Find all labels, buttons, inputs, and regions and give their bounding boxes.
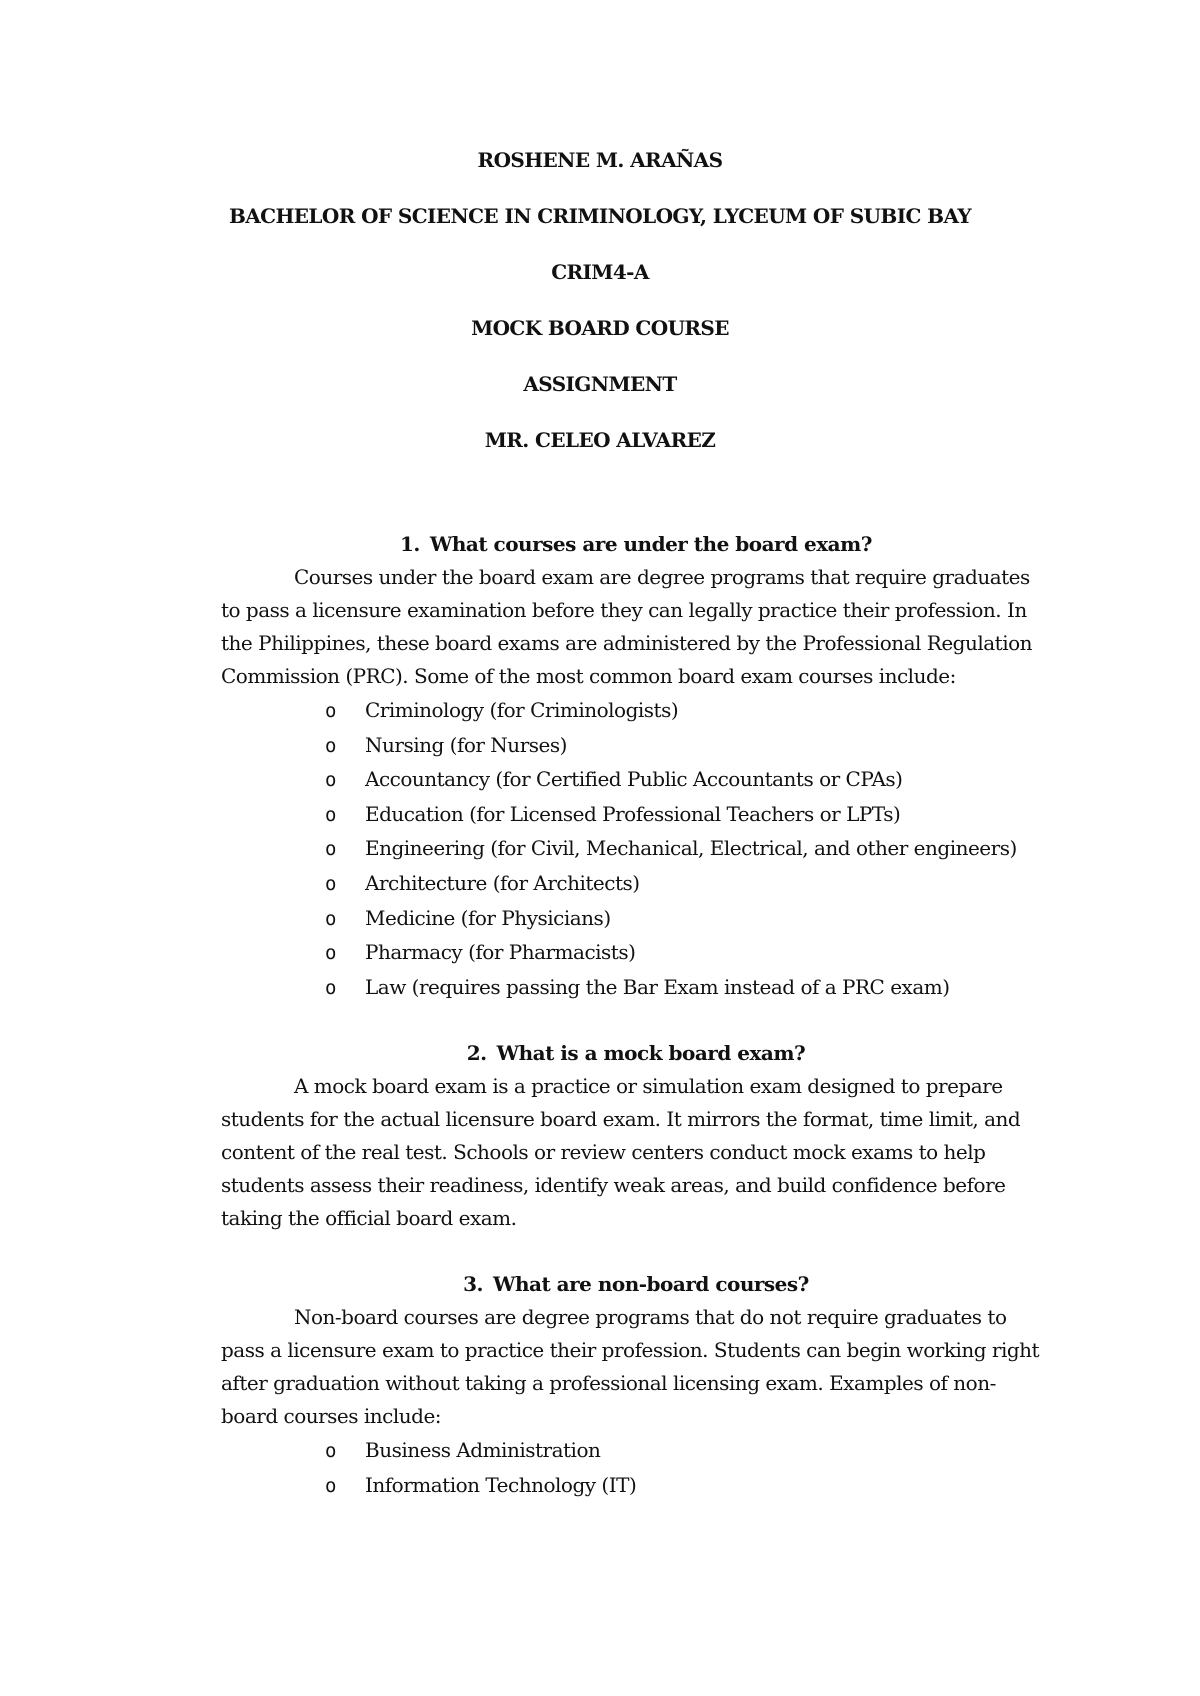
list-item <box>325 866 1051 901</box>
list-item <box>325 797 1051 832</box>
list-item <box>325 935 1051 970</box>
answer-paragraph: A mock board exam is a practice or simulation exam designed to prepare students for the actual licensure board exam. It mirrors the format, time limit, and content of the real test. Schools or review centers conduct mock exams to help students assess their readiness, identify weak areas, and build confidence before taking the official board exam. <box>221 1074 1021 1231</box>
list-item-text: Accountancy (for Certified Public Accountants or CPAs) <box>365 767 903 792</box>
question-section-2 <box>221 1037 1051 1235</box>
question-heading <box>221 528 1051 561</box>
list-item-text: Nursing (for Nurses) <box>365 732 567 757</box>
question-number: 1. <box>399 532 420 556</box>
course-title: MOCK BOARD COURSE <box>471 316 729 340</box>
list-item-text: Criminology (for Criminologists) <box>365 698 679 722</box>
list-item <box>325 762 1051 797</box>
question-section-1 <box>221 528 1051 1004</box>
list-item <box>325 693 1051 728</box>
list-item <box>325 831 1051 866</box>
bullet-circle-icon: o <box>325 838 336 861</box>
list-item-text: Engineering (for Civil, Mechanical, Electrical, and other engineers) <box>365 836 1017 861</box>
question-number: 3. <box>463 1272 483 1297</box>
bullet-circle-icon: o <box>325 734 336 757</box>
document-type: ASSIGNMENT <box>523 372 677 396</box>
document-body <box>221 528 1051 1536</box>
question-text: What courses are under the board exam? <box>429 532 873 556</box>
bullet-circle-icon: o <box>325 976 336 999</box>
question-section-3 <box>221 1268 1051 1502</box>
list-item <box>325 901 1051 936</box>
document-header <box>0 146 1200 482</box>
degree-program: BACHELOR OF SCIENCE IN CRIMINOLOGY, LYCEUM OF SUBIC BAY <box>228 204 972 228</box>
list-item <box>325 1468 1051 1503</box>
bullet-circle-icon: o <box>325 872 336 895</box>
answer-paragraph: Courses under the board exam are degree programs that require graduates to pass a licensure examination before they can legally practice their profession. In the Philippines, these board exams are administered by the Professional Regulation Commission (PRC). Some of the most common board exam courses include: <box>221 565 1033 688</box>
list-item-text: Medicine (for Physicians) <box>365 905 611 930</box>
list-item-text: Business Administration <box>365 1438 601 1463</box>
question-number: 2. <box>466 1041 487 1066</box>
list-item <box>325 728 1051 763</box>
list-item <box>325 1433 1051 1468</box>
student-name: ROSHENE M. ARAÑAS <box>477 148 723 172</box>
bullet-circle-icon: o <box>325 769 336 792</box>
list-item-text: Law (requires passing the Bar Exam instead of a PRC exam) <box>365 974 950 999</box>
class-section: CRIM4-A <box>551 260 649 284</box>
question-text: What is a mock board exam? <box>496 1041 806 1066</box>
question-heading <box>221 1268 1051 1301</box>
non-board-courses-list <box>221 1433 1051 1502</box>
board-courses-list <box>221 693 1051 1004</box>
bullet-circle-icon: o <box>325 1474 336 1497</box>
list-item-text: Pharmacy (for Pharmacists) <box>365 940 636 965</box>
list-item-text: Architecture (for Architects) <box>365 870 640 895</box>
list-item-text: Education (for Licensed Professional Teachers or LPTs) <box>365 801 901 826</box>
list-item <box>325 970 1051 1005</box>
question-heading <box>221 1037 1051 1070</box>
answer-paragraph: Non-board courses are degree programs that do not require graduates to pass a licensure exam to practice their profession. Students can begin working right after graduation without taking a professional licensing exam. Examples of non-board courses include: <box>221 1305 1040 1429</box>
bullet-circle-icon: o <box>325 907 336 930</box>
bullet-circle-icon: o <box>325 942 336 965</box>
bullet-circle-icon: o <box>325 1440 336 1463</box>
question-text: What are non-board courses? <box>492 1272 809 1297</box>
instructor-name: MR. CELEO ALVAREZ <box>484 428 716 452</box>
bullet-circle-icon: o <box>325 700 336 722</box>
bullet-circle-icon: o <box>325 803 336 826</box>
list-item-text: Information Technology (IT) <box>365 1472 637 1497</box>
